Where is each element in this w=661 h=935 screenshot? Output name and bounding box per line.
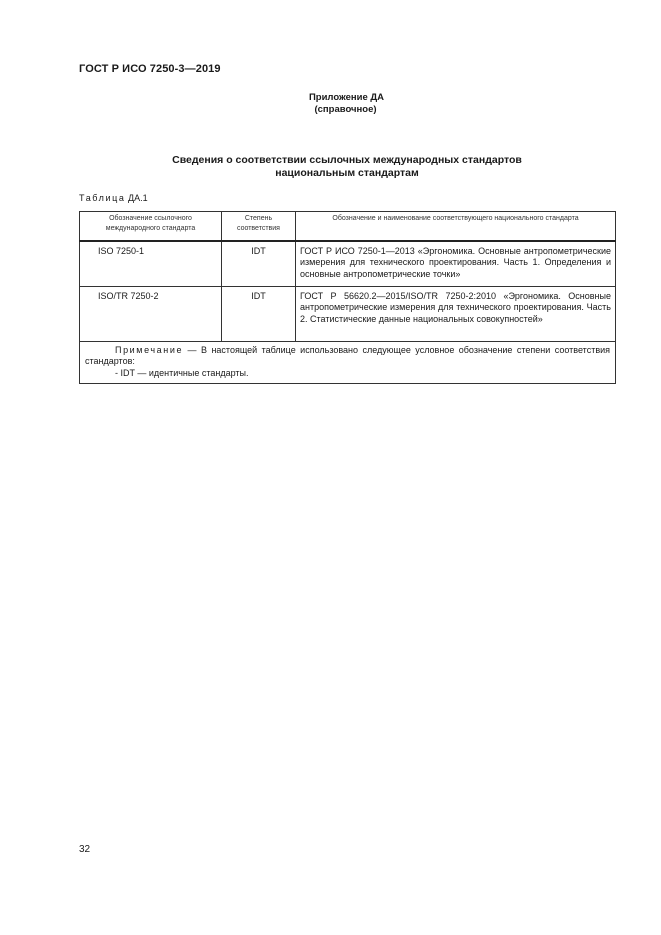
section-heading-line-2: национальным стандартам: [275, 167, 419, 179]
annex-block: [0, 92, 661, 116]
table-note-row: [80, 342, 616, 384]
cell-degree: IDT: [222, 287, 296, 342]
document-code: ГОСТ Р ИСО 7250-3—2019: [79, 63, 221, 75]
section-heading-line-1: Сведения о соответствии ссылочных международных стандартов: [172, 154, 522, 166]
table-header-row: [80, 212, 616, 242]
cell-reference: ISO 7250-1: [80, 241, 222, 287]
table-caption-id: ДА.1: [128, 193, 148, 203]
note-label: Примечание: [115, 345, 184, 355]
table-note: [80, 342, 616, 384]
table-row: [80, 241, 616, 287]
note-text: — В настоящей таблице использовано следующее условное обозначение степени соответствия стандартов:: [85, 345, 610, 367]
standards-table: [79, 211, 616, 384]
note-paragraph: [85, 345, 610, 368]
header-national-standard: Обозначение и наименование соответствующего национального стандарта: [296, 212, 616, 242]
table-caption-word: Таблица: [79, 193, 126, 203]
header-reference-standard: Обозначение ссылочного международного стандарта: [80, 212, 222, 242]
cell-national: ГОСТ Р 56620.2—2015/ISO/TR 7250-2:2010 «Эргономика. Основные антропометрические измерения для технического проектирования. Часть 2. Статистические данные национальных совокупностей»: [296, 287, 616, 342]
note-item: - IDT — идентичные стандарты.: [115, 367, 249, 378]
table-caption: [79, 193, 148, 203]
header-degree: Степень соответствия: [222, 212, 296, 242]
annex-title: Приложение ДА: [308, 92, 385, 103]
page-number: 32: [79, 844, 91, 855]
cell-degree: IDT: [222, 241, 296, 287]
cell-national: ГОСТ Р ИСО 7250-1—2013 «Эргономика. Основные антропометрические измерения для технического проектирования. Часть 1. Определения и основные антропометрические точки»: [296, 241, 616, 287]
annex-subtitle: (справочное): [314, 104, 377, 115]
section-heading: [79, 154, 615, 180]
table-row: [80, 287, 616, 342]
cell-reference: ISO/TR 7250-2: [80, 287, 222, 342]
